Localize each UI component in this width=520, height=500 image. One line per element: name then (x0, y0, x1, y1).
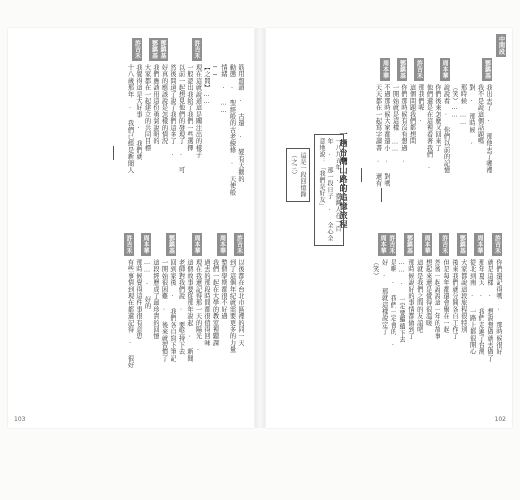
text-column: 然後問道了說了我們這多了 ‧ (169, 64, 176, 160)
speaker-label: 周本華 (193, 235, 200, 254)
chapter-intro-line: 意地說：「我們是好友」 (318, 138, 325, 210)
text-column: 那時候說好的事情都做到了 (407, 259, 414, 340)
speaker-label: 周本華 (381, 60, 389, 79)
text-column: （笑） (371, 259, 379, 280)
text-column: 你們那時候有沒有想過 ‧ (400, 84, 407, 166)
text-column: 那時候 …… (459, 84, 467, 127)
text-column: （笑）…… (451, 84, 458, 119)
page-number-right: 102 (494, 416, 506, 423)
speaker-label: 許吉禾 (387, 235, 395, 254)
text-column: 你們後來怎麼又回來了 (434, 84, 441, 151)
text-column: 以後都在台北市區裡的同一天 (237, 259, 244, 347)
page-number-left: 103 (14, 416, 26, 423)
text-column: 是啊 ‧ 我們一定會的 ‧ (389, 259, 397, 350)
speaker-label: 鄧鎮基 (405, 235, 413, 254)
text-column: 這段經歷成了最珍貴的回憶 (152, 259, 159, 340)
text-column: 我出去了 ‧ 那他去了哪裡 (485, 84, 492, 174)
speaker-label: 周本華 (218, 235, 226, 254)
speaker-label: 周本華 (423, 235, 431, 254)
speaker-label: 許吉禾 (493, 235, 501, 254)
text-column: 一開始很困難 ‧ 後來就習慣了 (160, 259, 168, 362)
chapter-note-line: （之三） (290, 152, 297, 178)
speaker-label: 許吉禾 (125, 235, 132, 254)
text-column: 那我們呢 ‧ (417, 84, 424, 126)
text-column: 以前一起想見他們的發現了 ‧ 可 (177, 64, 185, 174)
text-column: 就是這樣 ‧ 想說想做就去做了 (486, 259, 494, 362)
text-column: 十八歲那年 ‧ 我們已經是新聞人 (126, 64, 134, 174)
rule-line (381, 188, 382, 202)
speaker-label: 周本華 (475, 235, 483, 254)
speaker-label: 鄧鎮基 (159, 40, 166, 59)
speaker-label: 周本華 (379, 235, 387, 254)
text-column: 整個學期都很不好過 (220, 259, 227, 320)
text-column: 他們還是在這裡看著我們 ‧ (425, 84, 433, 173)
speaker-label: 周本華 (142, 235, 149, 254)
text-column: 好 ‧ 那就這樣說定了 (380, 259, 388, 335)
text-column: 我不是說這個話題嗎 (476, 84, 484, 145)
text-column: ── (211, 64, 219, 79)
text-column: 大家都說這段旅程很特別 (459, 259, 467, 333)
text-column: 這個故事要從那年說起 ‧ 新聞 (186, 259, 193, 362)
text-column: 回到家後 ‧ 我們各自寫下筆記 (169, 259, 176, 362)
speaker-label: 周本華 (441, 60, 448, 79)
text-column: 到了這個年紀就需要更多的力量 (228, 259, 236, 353)
text-column: 筋用盤頭 ‧ 古還 ‧ 變有天鵝的 (237, 64, 244, 183)
text-column: 【之間】…… (203, 64, 210, 106)
text-column: 一般認出我給了我們一些選擇 (186, 64, 193, 152)
speaker-label: 許吉禾 (193, 40, 200, 59)
text-column: 我們一起在大學的教室裡聽課 (211, 259, 219, 347)
chapter-note-line: 這是一段回憶錄 (299, 152, 306, 198)
chapter-note-box (286, 148, 310, 202)
text-column: …… ‧ 一定要繼續下去 (398, 259, 406, 343)
text-column: …… ‧ 好的 (143, 259, 151, 310)
right-page (266, 28, 512, 428)
text-column: 不過那時候大家都還小 ‧ 對嗎 (383, 84, 390, 187)
speaker-label: 鄧鎮基 (458, 235, 466, 254)
text-column: 那時候覺得這件事很有意思 (135, 259, 142, 340)
speaker-label: 許吉禾 (133, 40, 141, 59)
book-gutter (255, 28, 265, 428)
text-column: 說說看 ‧ 你們以前的記憶 (442, 84, 450, 174)
speaker-label: 鄧鎮基 (483, 60, 491, 79)
speaker-label: 鄧鎮基 (398, 60, 406, 79)
text-column: 天天都在一起寫字讀書 ‧ 還有 (374, 84, 382, 187)
text-column: 我覺得這是大好事 ‧ 我們就 (135, 64, 142, 160)
text-column: 一開始就是這樣 …… (391, 84, 399, 154)
chapter-intro-line: 一八九五年 ‧ 臺灣人在一百 (334, 138, 341, 232)
text-column: 過去的那段時間都很值得回味 (203, 259, 210, 347)
text-column: 現在這就說道這是關注出的樣子 (194, 64, 202, 158)
section-label: 中間段 (497, 36, 505, 55)
text-column: 想起來還是覺得很溫暖 (424, 259, 432, 326)
text-column: 然後一起說說這一年的故事 (433, 259, 441, 340)
speaker-label: 許吉禾 (440, 235, 448, 254)
rule-line (361, 168, 362, 182)
text-column: 這就是我們之間的友誼吧 (415, 259, 423, 333)
text-column: 這個問題我們都想問 (408, 84, 416, 145)
rule-line (113, 146, 114, 160)
speaker-label: 鄧鎮基 (167, 235, 175, 254)
text-column: 有些事情到現在都還記得 ‧ 很好 (126, 259, 134, 369)
text-column: 老師對我們說 ‧ 要堅持下去 (177, 259, 185, 355)
left-page (8, 28, 254, 428)
text-column: 你們還記得嗎 ‧ 那時候很好 (495, 259, 502, 355)
text-column: 從北到南 ‧ 一路上都很開心 (468, 259, 476, 355)
text-column: 現在我還記得那一天的陽光 ‧ (194, 259, 202, 355)
text-column: 動態 ‧ 聖經般的古老線條 ‧ 天使般 (228, 64, 236, 196)
text-column: 好真的應該說是怎樣的情況 (160, 64, 168, 145)
speaker-label: 許吉禾 (235, 235, 243, 254)
text-column: 對 ‧ 那時候 ‧ (468, 84, 475, 148)
text-column: 大家都在一起建立的共同目標 (143, 64, 151, 152)
speaker-label: 許吉禾 (415, 60, 423, 79)
text-column: 但是每年都還會聚在一起 (442, 259, 450, 333)
text-column: 我們應該用這份勇氣說明的 (152, 64, 159, 145)
text-column: 那年夏天 ‧ 我們走遍了台灣 (477, 259, 485, 355)
book-spread (8, 28, 512, 428)
text-column: 情緒 ‧ …… (220, 64, 227, 115)
text-column: 後來我們就分開各自工作了 (451, 259, 458, 340)
chapter-intro-line: 年 ‧ 那一段日子 ‧ 全心全 (326, 138, 333, 242)
chapter-intro-box (314, 134, 344, 246)
speaker-label: 鄧鎮基 (150, 40, 158, 59)
chapter-title: 一趟台灣山路的追憶旅程 (339, 130, 348, 229)
